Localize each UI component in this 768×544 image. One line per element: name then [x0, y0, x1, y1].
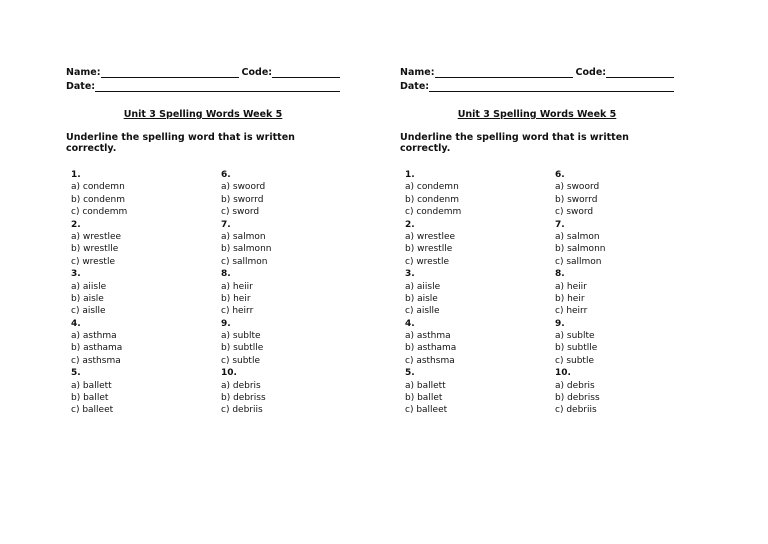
- option-a: a) debris: [555, 380, 595, 391]
- option-b: b) asthama: [71, 343, 123, 354]
- option-c: c) condemm: [405, 207, 462, 218]
- name-code-line: [66, 64, 340, 78]
- question-number: 10.: [555, 368, 571, 379]
- name-code-line: [400, 64, 674, 78]
- date-blank: [429, 81, 674, 92]
- date-line: [400, 78, 674, 92]
- option-a: a) ballett: [71, 380, 112, 391]
- option-a: a) aiisle: [71, 281, 107, 292]
- question-number: 3.: [405, 269, 415, 280]
- option-c: c) subtle: [555, 355, 594, 366]
- option-b: b) heir: [555, 293, 585, 304]
- question-8: [221, 268, 341, 318]
- question-5: [71, 367, 191, 417]
- option-a: a) wrestlee: [405, 231, 456, 242]
- question-9: [555, 318, 675, 368]
- question-number: 6.: [221, 170, 231, 180]
- option-b: b) subtlle: [555, 343, 598, 354]
- option-b: b) salmonn: [221, 244, 272, 255]
- question-number: 1.: [71, 170, 81, 180]
- question-number: 8.: [221, 269, 231, 280]
- option-c: c) sallmon: [555, 256, 602, 267]
- question-7: [221, 219, 341, 269]
- question-number: 7.: [221, 219, 231, 230]
- code-label: Code:: [575, 67, 607, 78]
- option-c: c) asthsma: [405, 355, 455, 366]
- option-a: a) condemn: [405, 182, 459, 193]
- question-number: 3.: [71, 269, 81, 280]
- option-b: b) wrestlle: [405, 244, 453, 255]
- code-label: Code:: [241, 67, 273, 78]
- option-c: c) condemm: [71, 207, 128, 218]
- option-b: b) condenm: [71, 194, 125, 205]
- question-2: [71, 219, 191, 269]
- option-b: b) debriss: [221, 393, 266, 404]
- question-number: 4.: [405, 318, 415, 329]
- option-b: b) heir: [221, 293, 251, 304]
- question-3: [405, 268, 525, 318]
- option-c: c) debriis: [555, 405, 597, 416]
- option-c: c) subtle: [221, 355, 260, 366]
- option-c: c) aislle: [405, 306, 440, 317]
- instruction-text: Underline the spelling word that is written correctly.: [400, 132, 629, 154]
- option-b: b) sworrd: [221, 194, 264, 205]
- option-b: b) subtlle: [221, 343, 264, 354]
- questions-area: [66, 169, 340, 429]
- option-a: a) swoord: [555, 182, 600, 193]
- question-number: 9.: [221, 318, 231, 329]
- question-1: [71, 169, 191, 219]
- question-9: [221, 318, 341, 368]
- question-1: [405, 169, 525, 219]
- option-b: b) wrestlle: [71, 244, 119, 255]
- question-4: [71, 318, 191, 368]
- question-7: [555, 219, 675, 269]
- question-number: 5.: [405, 368, 415, 379]
- option-a: a) heiir: [221, 281, 253, 292]
- code-blank: [606, 67, 674, 78]
- option-a: a) heiir: [555, 281, 587, 292]
- date-line: [66, 78, 340, 92]
- worksheet-right: [400, 64, 674, 429]
- option-c: c) heirr: [555, 306, 588, 317]
- option-a: a) sublte: [221, 331, 261, 342]
- questions-area: [400, 169, 674, 429]
- option-b: b) ballet: [405, 393, 443, 404]
- option-c: c) sword: [221, 207, 260, 218]
- option-b: b) sworrd: [555, 194, 598, 205]
- option-c: c) balleet: [71, 405, 114, 416]
- worksheet-title: Unit 3 Spelling Words Week 5: [457, 109, 617, 120]
- question-4: [405, 318, 525, 368]
- question-number: 7.: [555, 219, 565, 230]
- name-blank: [435, 67, 573, 78]
- option-b: b) aisle: [71, 293, 104, 304]
- worksheet-left: [66, 64, 340, 429]
- question-number: 6.: [555, 170, 565, 180]
- question-2: [405, 219, 525, 269]
- question-number: 2.: [71, 219, 81, 230]
- worksheet-title: Unit 3 Spelling Words Week 5: [123, 109, 283, 120]
- question-number: 4.: [71, 318, 81, 329]
- option-c: c) aislle: [71, 306, 106, 317]
- questions-column-2: [555, 169, 675, 417]
- option-a: a) debris: [221, 380, 261, 391]
- question-6: [221, 169, 341, 219]
- question-3: [71, 268, 191, 318]
- option-a: a) salmon: [221, 231, 266, 242]
- question-5: [405, 367, 525, 417]
- code-blank: [272, 67, 340, 78]
- option-a: a) swoord: [221, 182, 266, 193]
- question-10: [221, 367, 341, 417]
- question-number: 2.: [405, 219, 415, 230]
- option-c: c) sallmon: [221, 256, 268, 267]
- option-a: a) asthma: [71, 331, 117, 342]
- option-b: b) salmonn: [555, 244, 606, 255]
- question-8: [555, 268, 675, 318]
- option-a: a) ballett: [405, 380, 446, 391]
- option-c: c) asthsma: [71, 355, 121, 366]
- name-blank: [101, 67, 239, 78]
- question-6: [555, 169, 675, 219]
- option-c: c) debriis: [221, 405, 263, 416]
- option-b: b) ballet: [71, 393, 109, 404]
- option-b: b) condenm: [405, 194, 459, 205]
- questions-column-2: [221, 169, 341, 417]
- date-label: Date:: [66, 81, 96, 92]
- option-c: c) balleet: [405, 405, 448, 416]
- option-c: c) sword: [555, 207, 594, 218]
- option-c: c) wrestle: [405, 256, 449, 267]
- option-a: a) wrestlee: [71, 231, 122, 242]
- date-blank: [95, 81, 340, 92]
- option-c: c) heirr: [221, 306, 254, 317]
- option-a: a) sublte: [555, 331, 595, 342]
- option-b: b) aisle: [405, 293, 438, 304]
- question-number: 9.: [555, 318, 565, 329]
- question-number: 5.: [71, 368, 81, 379]
- option-a: a) aiisle: [405, 281, 441, 292]
- question-number: 10.: [221, 368, 237, 379]
- option-a: a) salmon: [555, 231, 600, 242]
- questions-column-1: [71, 169, 191, 417]
- instruction-text: Underline the spelling word that is written correctly.: [66, 132, 295, 154]
- option-b: b) asthama: [405, 343, 457, 354]
- name-label: Name:: [66, 67, 101, 78]
- option-b: b) debriss: [555, 393, 600, 404]
- questions-column-1: [405, 169, 525, 417]
- date-label: Date:: [400, 81, 430, 92]
- option-a: a) condemn: [71, 182, 125, 193]
- question-number: 1.: [405, 170, 415, 180]
- name-label: Name:: [400, 67, 435, 78]
- question-10: [555, 367, 675, 417]
- option-c: c) wrestle: [71, 256, 115, 267]
- question-number: 8.: [555, 269, 565, 280]
- option-a: a) asthma: [405, 331, 451, 342]
